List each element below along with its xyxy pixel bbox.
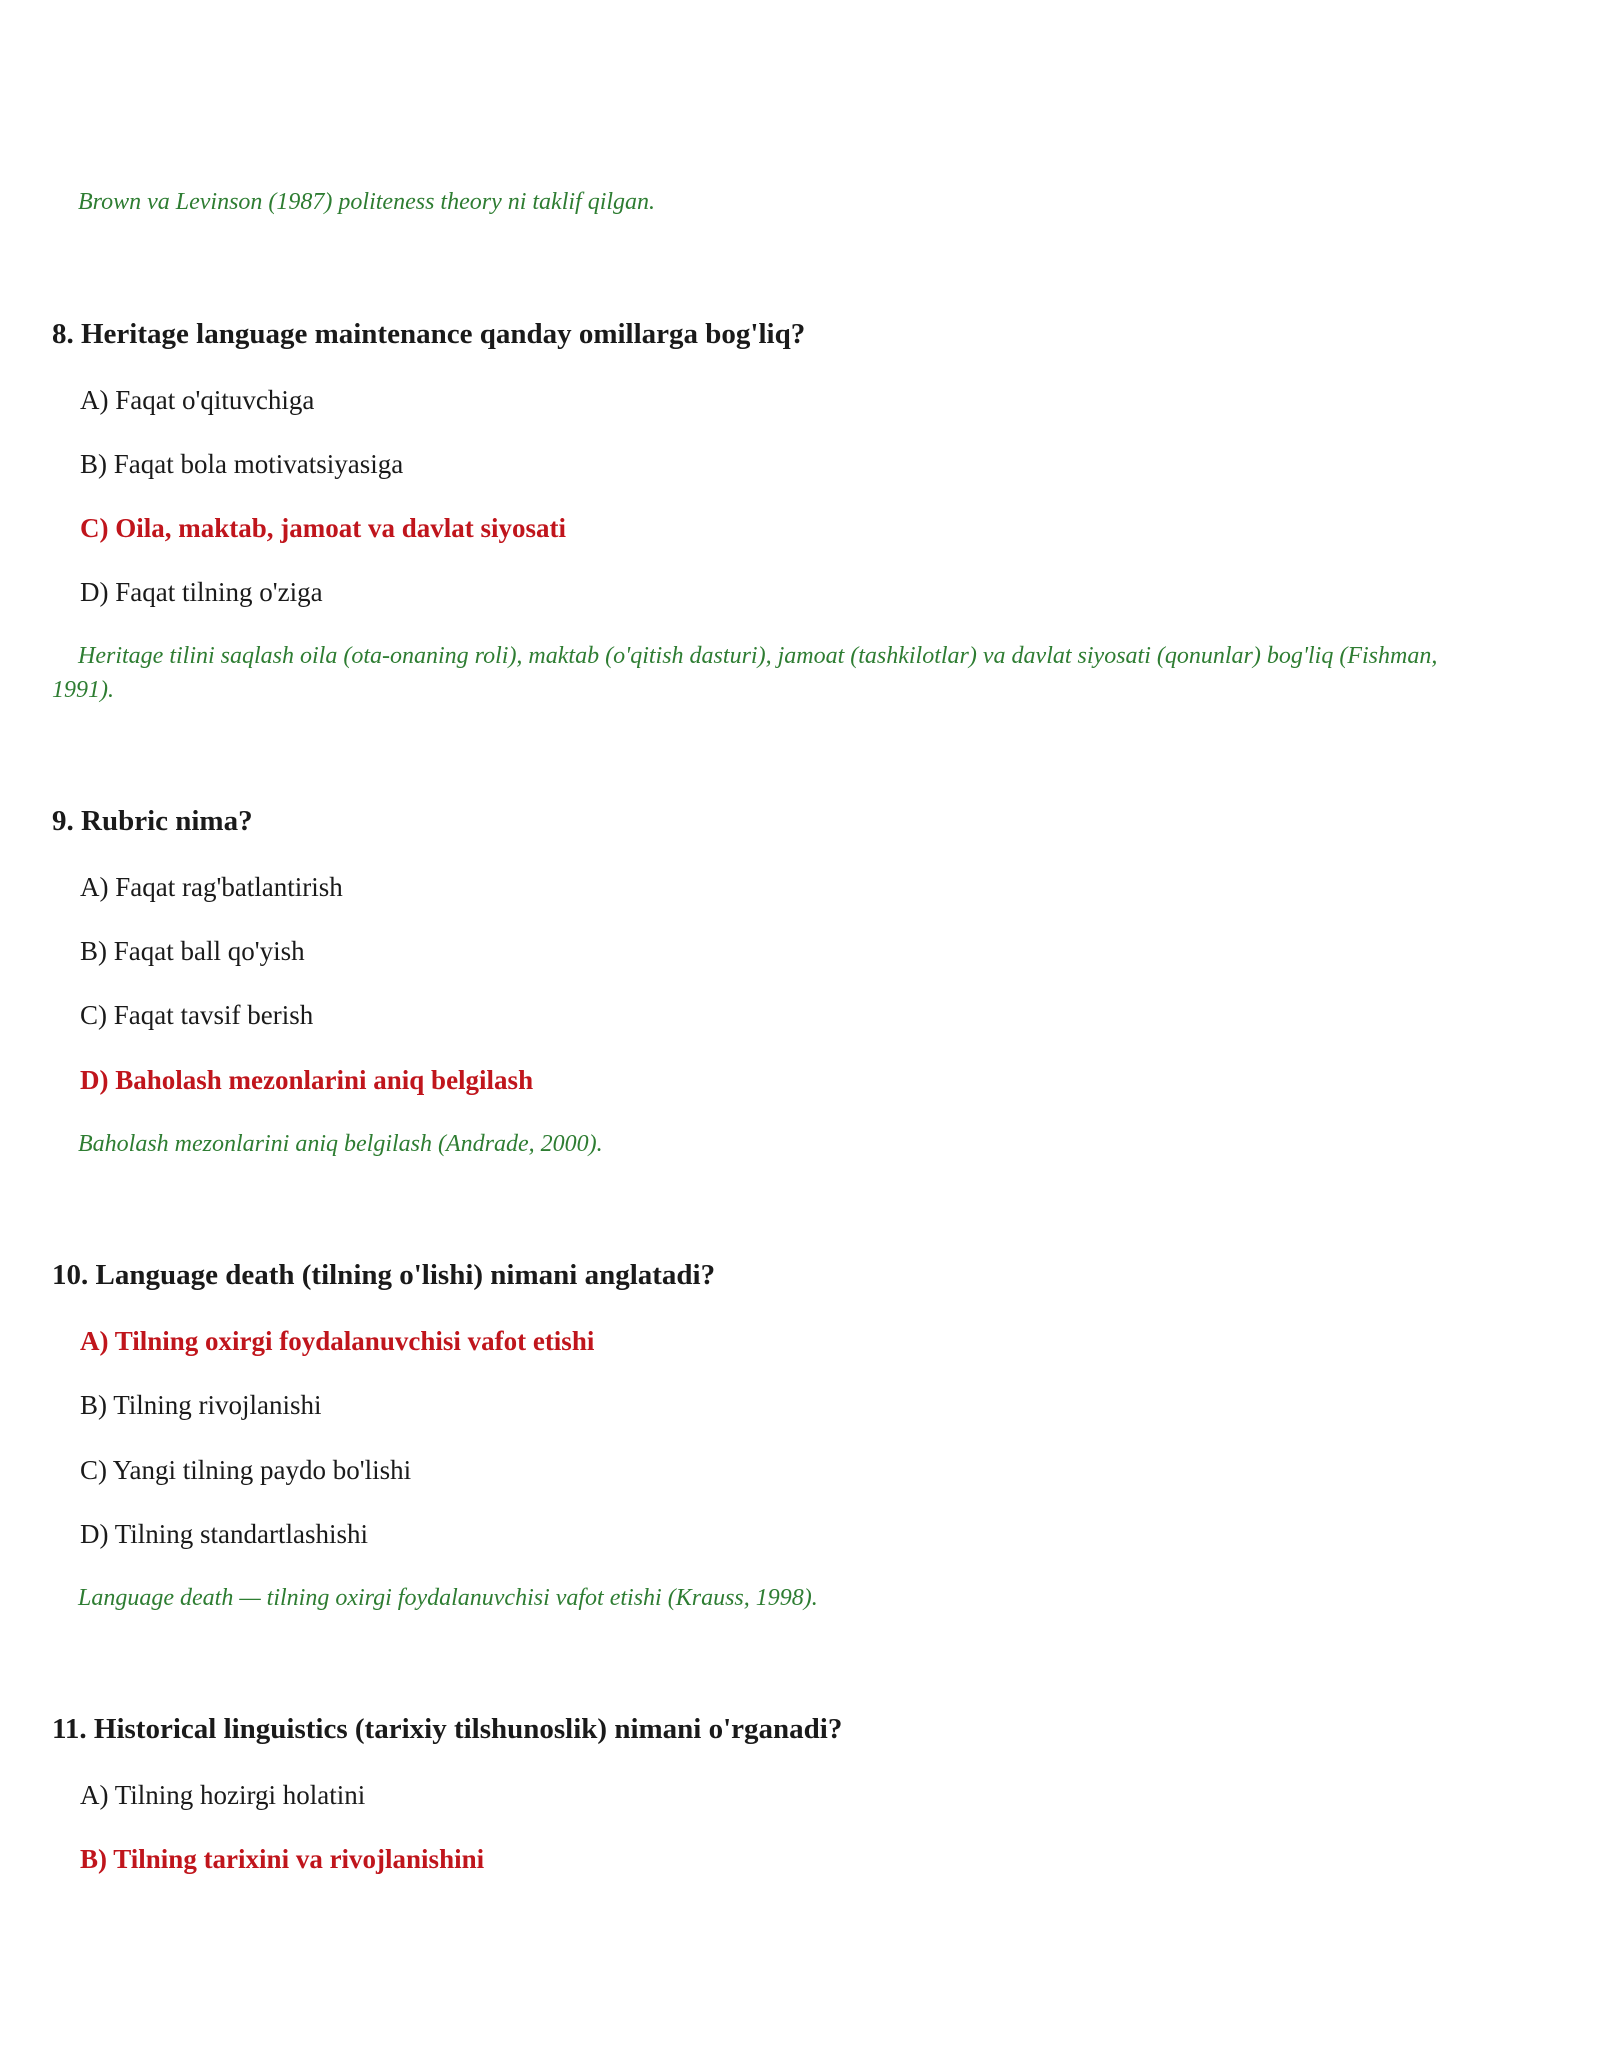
option-a: A) Tilning hozirgi holatini xyxy=(80,1780,366,1810)
explanation: Language death — tilning oxirgi foydalanuvchisi vafot etishi (Krauss, 1998). xyxy=(78,1585,818,1611)
option-a: A) Faqat rag'batlantirish xyxy=(80,872,343,902)
option-b: B) Tilning rivojlanishi xyxy=(80,1390,322,1420)
option-b: B) Faqat bola motivatsiyasiga xyxy=(80,449,404,479)
option-d: D) Faqat tilning o'ziga xyxy=(80,577,323,607)
option-d: D) Tilning standartlashishi xyxy=(80,1519,369,1549)
explanation: Baholash mezonlarini aniq belgilash (Andrade, 2000). xyxy=(78,1131,603,1157)
explanation: Heritage tilini saqlash oila (ota-onaning roli), maktab (o'qitish dasturi), jamoat (tashkilotlar) va davlat siyosati (qonunlar) bog'liq (Fishman, 1991). xyxy=(52,643,1438,703)
question-title: 9. Rubric nima? xyxy=(52,805,253,837)
question-title: 8. Heritage language maintenance qanday omillarga bog'liq? xyxy=(52,318,806,350)
explanation-previous: Brown va Levinson (1987) politeness theory ni taklif qilgan. xyxy=(78,189,656,215)
question-title: 10. Language death (tilning o'lishi) nimani anglatadi? xyxy=(52,1259,716,1291)
option-c: C) Faqat tavsif berish xyxy=(80,1000,314,1030)
option-d-correct: D) Baholash mezonlarini aniq belgilash xyxy=(80,1065,534,1095)
option-c-correct: C) Oila, maktab, jamoat va davlat siyosati xyxy=(80,513,566,543)
option-b-correct: B) Tilning tarixini va rivojlanishini xyxy=(80,1844,485,1874)
option-b: B) Faqat ball qo'yish xyxy=(80,936,305,966)
option-a-correct: A) Tilning oxirgi foydalanuvchisi vafot etishi xyxy=(80,1326,595,1356)
option-c: C) Yangi tilning paydo bo'lishi xyxy=(80,1455,412,1485)
option-a: A) Faqat o'qituvchiga xyxy=(80,385,315,415)
question-title: 11. Historical linguistics (tarixiy tilshunoslik) nimani o'rganadi? xyxy=(52,1713,843,1745)
